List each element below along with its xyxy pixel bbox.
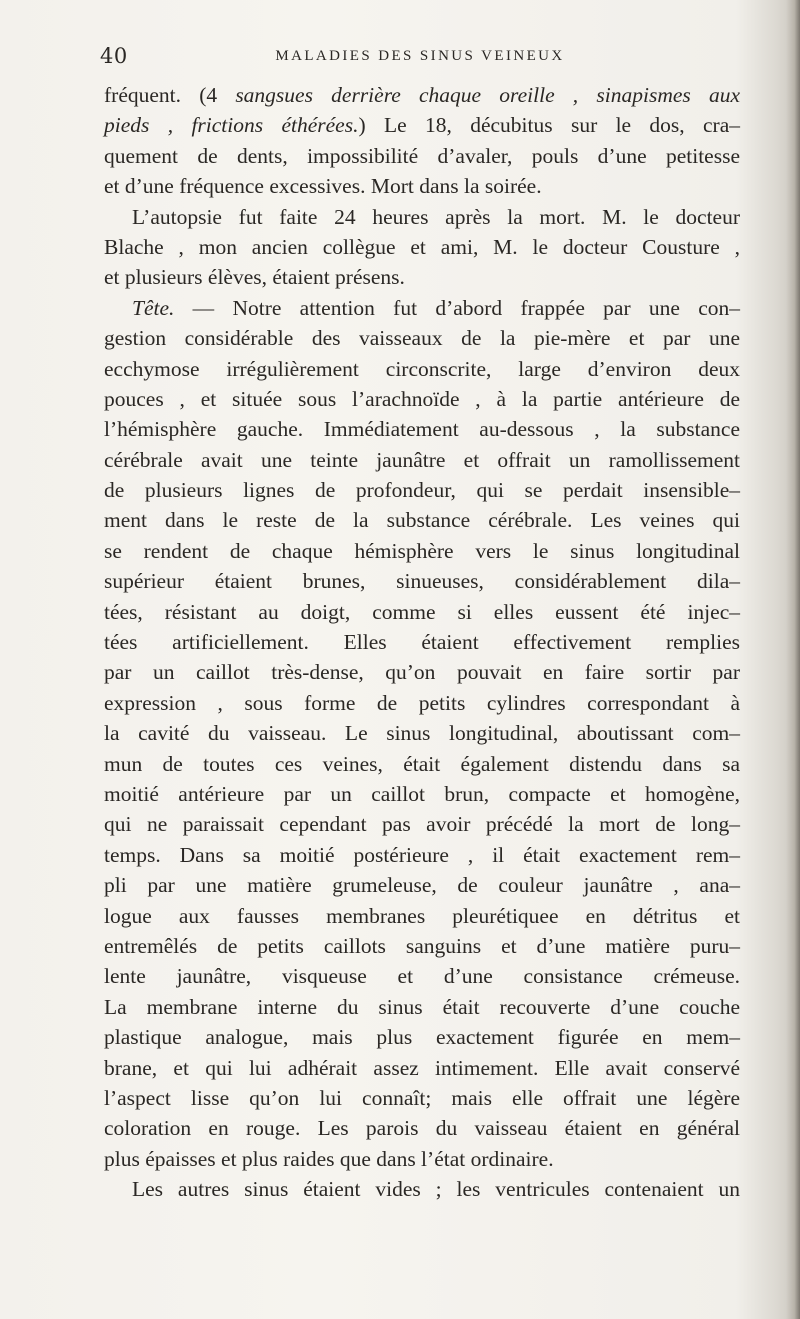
text-run: coloration en rouge. Les parois du vaisseau étaient en général <box>104 1116 740 1141</box>
text-run: expression , sous forme de petits cylindres correspondant à <box>104 690 740 715</box>
text-run: Blache , mon ancien collègue et ami, M. le docteur Cousture , <box>104 234 740 259</box>
text-run: tées artificiellement. Elles étaient effectivement remplies <box>104 630 740 655</box>
text-run: pouces , et située sous l’arachnoïde , à la partie antérieure de <box>104 386 740 411</box>
body-text <box>104 80 740 1204</box>
text-run: mun de toutes ces veines, était également distendu dans sa <box>104 751 740 776</box>
text-line <box>104 840 740 870</box>
text-run: supérieur étaient brunes, sinueuses, considérablement dila– <box>104 569 740 594</box>
text-line <box>104 809 740 839</box>
text-line <box>104 1053 740 1083</box>
text-line <box>104 688 740 718</box>
running-title: MALADIES DES SINUS VEINEUX <box>275 48 565 64</box>
text-run: plus épaisses et plus raides que dans l’état ordinaire. <box>104 1146 554 1171</box>
text-run: gestion considérable des vaisseaux de la pie-mère et par une <box>104 326 740 351</box>
text-run: moitié antérieure par un caillot brun, compacte et homogène, <box>104 781 740 806</box>
text-line <box>104 870 740 900</box>
text-line <box>104 354 740 384</box>
text-line <box>104 293 740 323</box>
text-line <box>104 445 740 475</box>
text-line <box>104 1144 740 1174</box>
page-header <box>100 44 740 74</box>
text-line <box>104 171 740 201</box>
text-run: La membrane interne du sinus était recouverte d’une couche <box>104 994 740 1019</box>
text-line <box>104 323 740 353</box>
text-run: lente jaunâtre, visqueuse et d’une consistance crémeuse. <box>104 964 740 989</box>
text-run: par un caillot très-dense, qu’on pouvait en faire sortir par <box>104 660 740 685</box>
text-run: tées, résistant au doigt, comme si elles eussent été injec– <box>104 599 740 624</box>
text-run: l’aspect lisse qu’on lui connaît; mais elle offrait une légère <box>104 1085 740 1110</box>
text-line <box>104 566 740 596</box>
text-line <box>104 931 740 961</box>
text-run: cérébrale avait une teinte jaunâtre et offrait un ramollissement <box>104 447 740 472</box>
text-line <box>104 1083 740 1113</box>
text-line <box>104 1174 740 1204</box>
text-line <box>104 961 740 991</box>
italic-text: Tête. <box>132 295 175 320</box>
italic-text: sangsues derrière chaque oreille , sinapismes aux <box>235 83 740 107</box>
text-run: et d’une fréquence excessives. Mort dans la soirée. <box>104 174 542 199</box>
text-run: et plusieurs élèves, étaient présens. <box>104 265 405 290</box>
text-run: plastique analogue, mais plus exactement figurée en mem– <box>104 1025 740 1050</box>
text-run: pli par une matière grumeleuse, de couleur jaunâtre , ana– <box>104 873 740 898</box>
text-run: Les autres sinus étaient vides ; les ventricules contenaient un <box>132 1177 740 1202</box>
text-line <box>104 141 740 171</box>
text-line <box>104 657 740 687</box>
page-edge-shadow <box>786 0 800 1319</box>
text-line <box>104 901 740 931</box>
text-line <box>104 475 740 505</box>
text-line <box>104 627 740 657</box>
text-run: se rendent de chaque hémisphère vers le sinus longitudinal <box>104 538 740 563</box>
text-run: de plusieurs lignes de profondeur, qui se perdait insensible– <box>104 478 740 503</box>
text-run: ecchymose irrégulièrement circonscrite, large d’environ deux <box>104 356 740 381</box>
text-run: brane, et qui lui adhérait assez intimement. Elle avait conservé <box>104 1055 740 1080</box>
text-run: ) Le 18, décubitus sur le dos, cra– <box>358 113 741 138</box>
text-run: entremêlés de petits caillots sanguins et d’une matière puru– <box>104 933 740 958</box>
text-line <box>104 597 740 627</box>
text-line <box>104 262 740 292</box>
text-line <box>104 779 740 809</box>
text-run: logue aux fausses membranes pleurétiquee en détritus et <box>104 903 740 928</box>
text-run: l’hémisphère gauche. Immédiatement au-dessous , la substance <box>104 417 740 442</box>
text-line <box>104 718 740 748</box>
text-run: fréquent. (4 <box>104 83 236 107</box>
text-line <box>104 384 740 414</box>
text-line <box>104 536 740 566</box>
text-run: temps. Dans sa moitié postérieure , il était exactement rem– <box>104 842 740 867</box>
text-line <box>104 1113 740 1143</box>
text-line <box>104 749 740 779</box>
text-line <box>104 80 740 110</box>
text-line <box>104 1022 740 1052</box>
text-run: la cavité du vaisseau. Le sinus longitudinal, aboutissant com– <box>104 721 740 746</box>
text-line <box>104 414 740 444</box>
text-run: ment dans le reste de la substance cérébrale. Les veines qui <box>104 508 740 533</box>
text-run: — Notre attention fut d’abord frappée par une con– <box>174 295 740 320</box>
text-run: quement de dents, impossibilité d’avaler, pouls d’une petitesse <box>104 143 740 168</box>
italic-text: pieds , frictions éthérées. <box>104 113 359 138</box>
text-line <box>104 110 740 140</box>
text-run: qui ne paraissait cependant pas avoir précédé la mort de long– <box>104 812 740 837</box>
text-line <box>104 232 740 262</box>
text-line <box>104 202 740 232</box>
page-number: 40 <box>100 44 128 68</box>
text-run: L’autopsie fut faite 24 heures après la mort. M. le docteur <box>132 204 740 229</box>
text-line <box>104 505 740 535</box>
text-line <box>104 992 740 1022</box>
